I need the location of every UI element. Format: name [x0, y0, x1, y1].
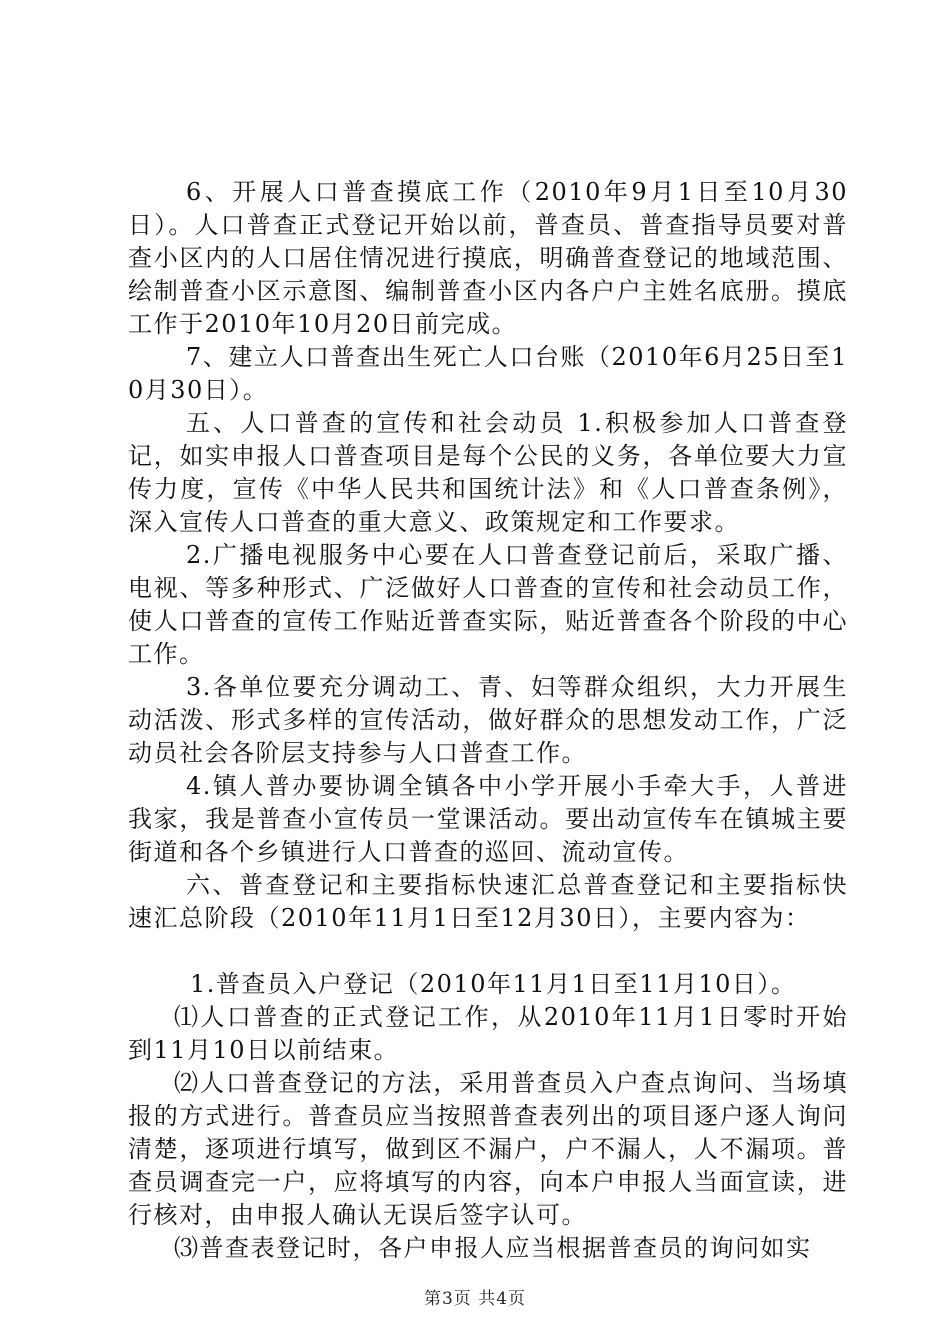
paragraph-publicity-heading: 五、人口普查的宣传和社会动员 1.积极参加人口普查登记，如实申报人口普查项目是每个公民的义务，各单位要大力宣传力度，宣传《中华人民共和国统计法》和《人口普查条例》，深入宣传人口普查的重大意义、政策规定和工作要求。: [128, 409, 848, 536]
page-footer: 第3页 共4页: [423, 1289, 527, 1309]
paragraph-birth-death-ledger: 7、建立人口普查出生死亡人口台账（2010年6月25日至10月30日）。: [128, 343, 848, 404]
paragraph-mass-organizations: 3.各单位要充分调动工、青、妇等群众组织，大力开展生动活泼、形式多样的宣传活动，做好群众的思想发动工作，广泛动员社会各阶层支持参与人口普查工作。: [128, 673, 848, 767]
paragraph-survey-baseline: 6、开展人口普查摸底工作（2010年9月1日至10月30日）。人口普查正式登记开始以前，普查员、普查指导员要对普查小区内的人口居住情况进行摸底，明确普查登记的地域范围、绘制普查小区示意图、编制普查小区内各户户主姓名底册。摸底工作于2010年10月20日前完成。: [128, 178, 848, 338]
paragraph-registration-heading: 六、普查登记和主要指标快速汇总普查登记和主要指标快速汇总阶段（2010年11月1日至12月30日），主要内容为：: [128, 871, 848, 932]
document-body: [128, 176, 848, 1265]
paragraph-item-3: ⑶普查表登记时，各户申报人应当根据普查员的询问如实: [174, 1234, 812, 1262]
paragraph-item-1: ⑴人口普查的正式登记工作，从2010年11月1日零时开始到11月10日以前结束。: [128, 1003, 848, 1064]
paragraph-schools-campaign: 4.镇人普办要协调全镇各中小学开展小手牵大手，人普进我家，我是普查小宣传员一堂课活动。要出动宣传车在镇城主要街道和各个乡镇进行人口普查的巡回、流动宣传。: [128, 772, 848, 866]
paragraph-item-2: ⑵人口普查登记的方法，采用普查员入户查点询问、当场填报的方式进行。普查员应当按照普查表列出的项目逐户逐人询问清楚，逐项进行填写，做到区不漏户，户不漏人，人不漏项。普查员调查完一户，应将填写的内容，向本户申报人当面宣读，进行核对，由申报人确认无误后签字认可。: [128, 1069, 848, 1229]
paragraph-door-to-door: 1.普查员入户登记（2010年11月1日至11月10日）。: [190, 970, 797, 998]
paragraph-broadcast-center: 2.广播电视服务中心要在人口普查登记前后，采取广播、电视、等多种形式、广泛做好人口普查的宣传和社会动员工作，使人口普查的宣传工作贴近普查实际，贴近普查各个阶段的中心工作。: [128, 541, 848, 668]
